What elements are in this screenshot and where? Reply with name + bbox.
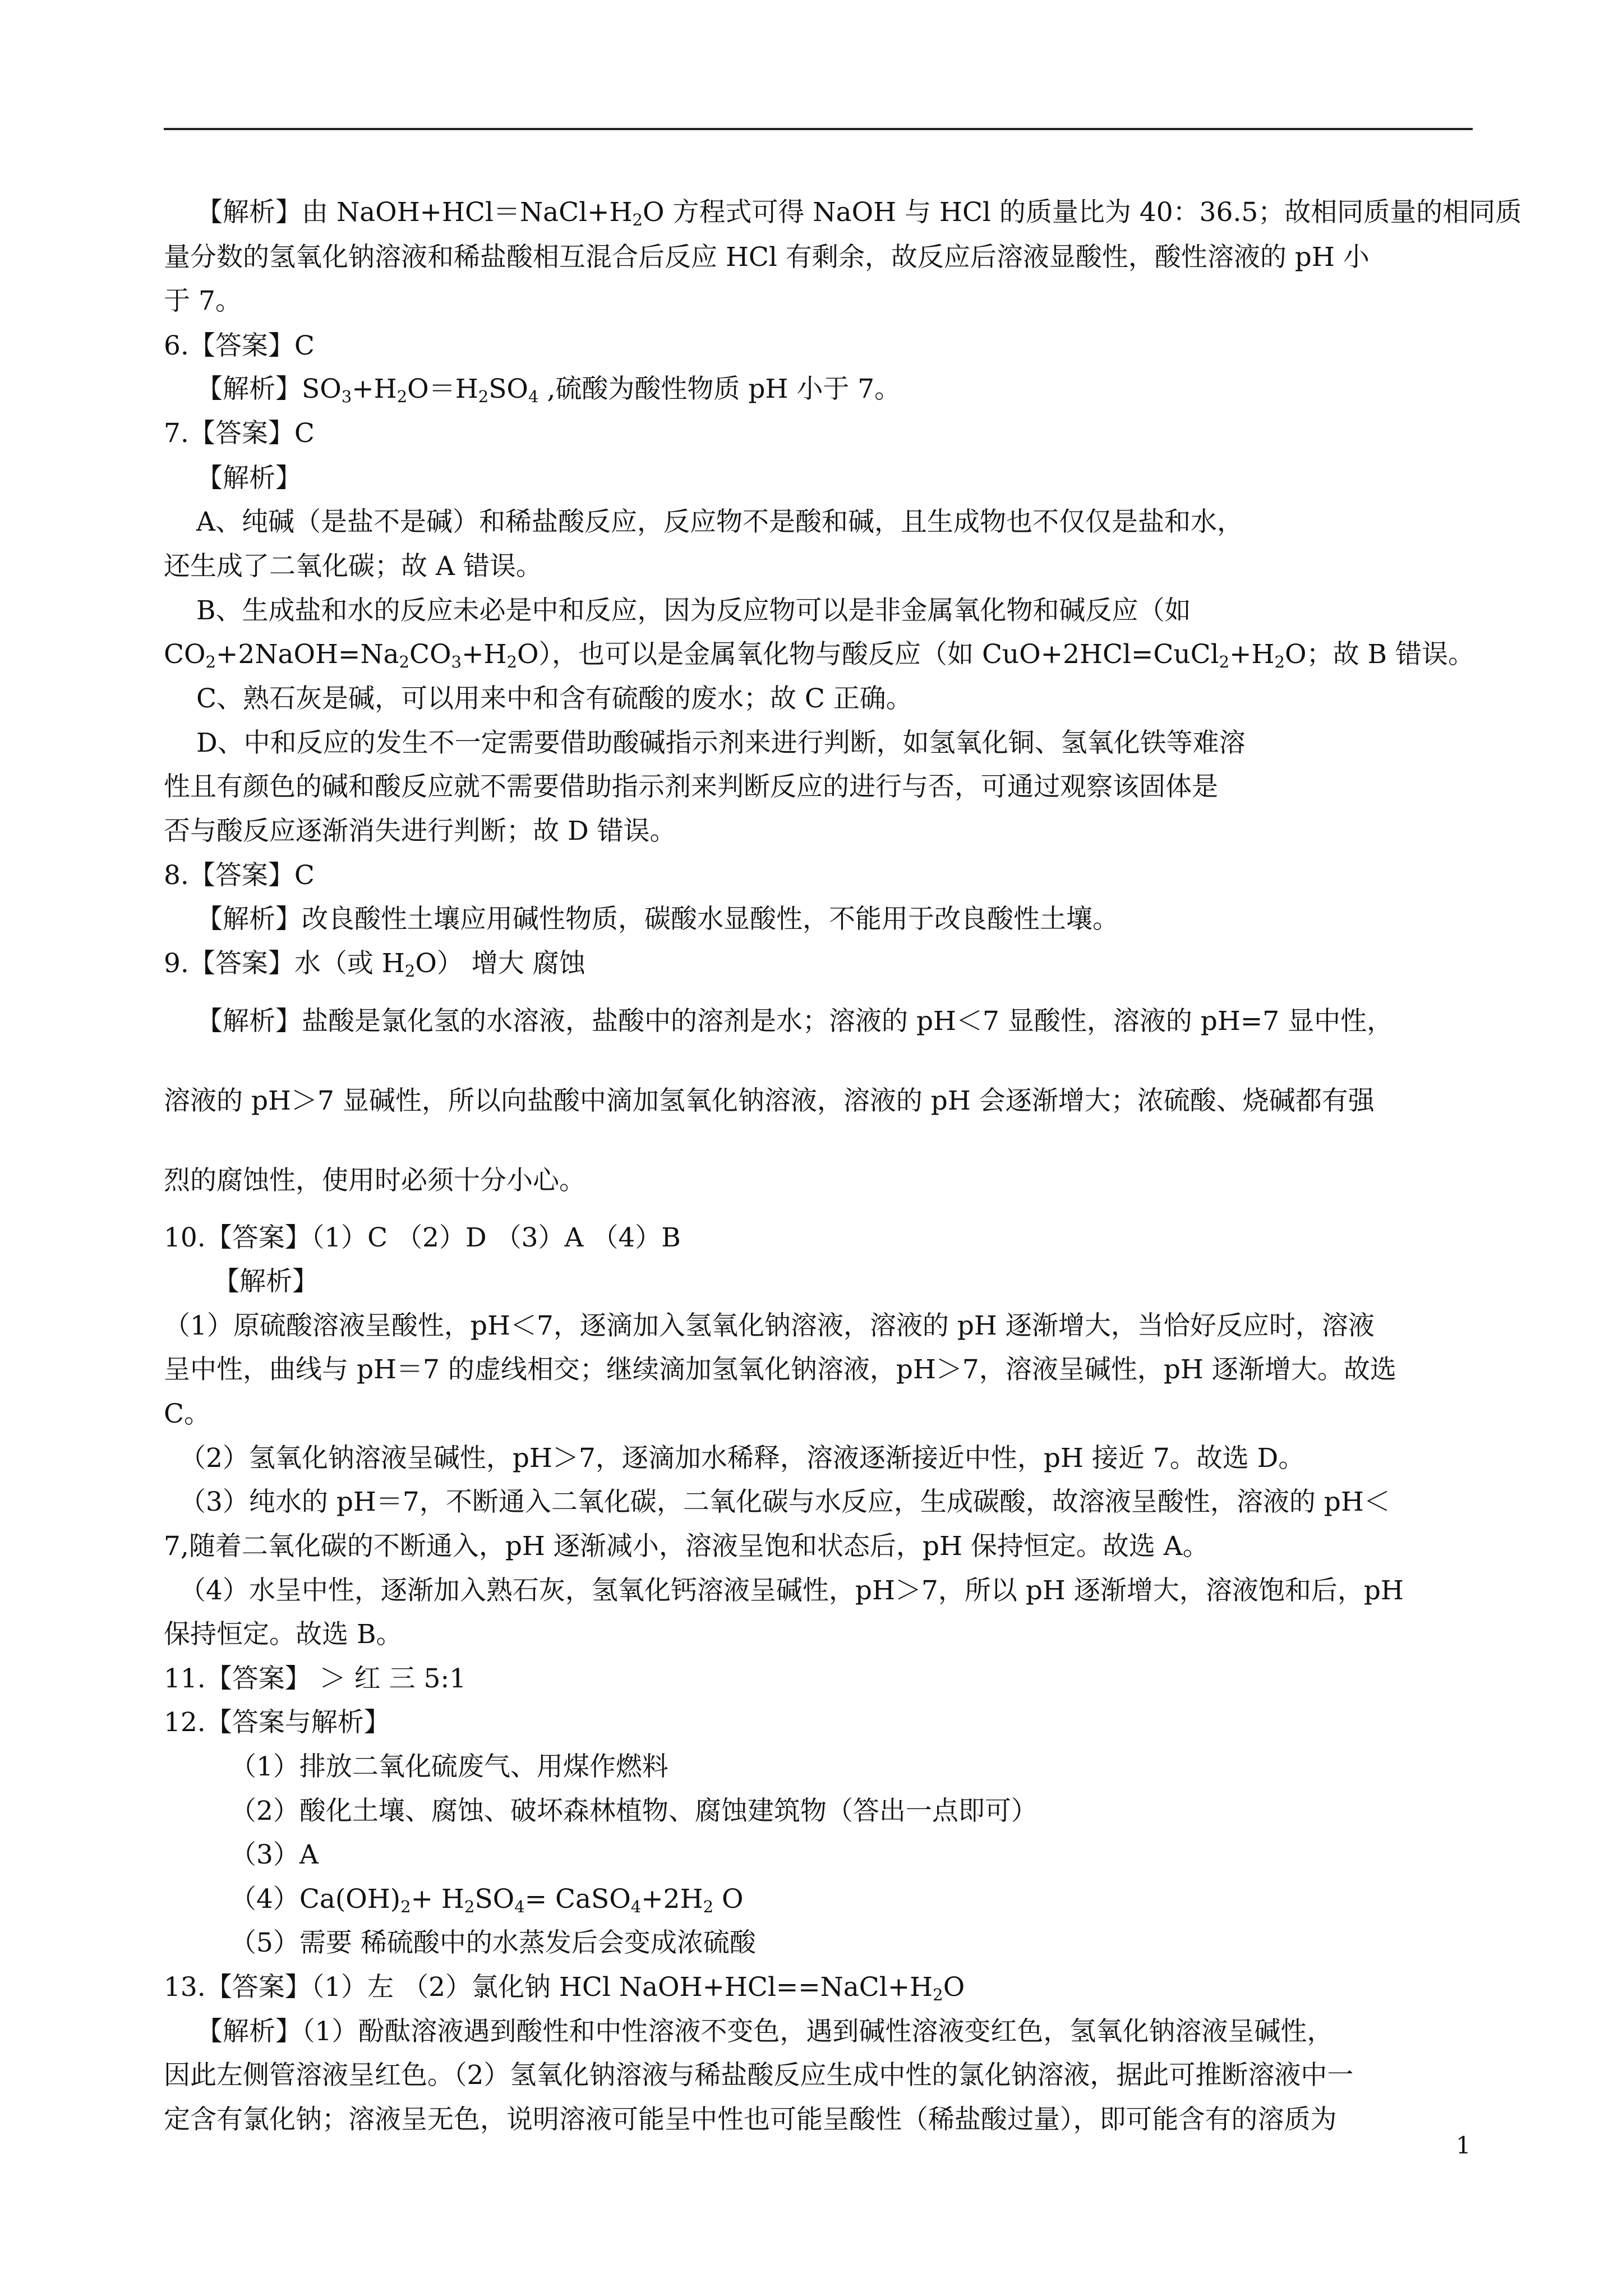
text-run: （2）氢氧化钠溶液呈碱性，pH＞7，逐滴加水稀释，溶液逐渐接近中性，pH 接近 7。故选 D。: [179, 1443, 1305, 1474]
text-run: 【解析】（1）酚酞溶液遇到酸性和中性溶液不变色，遇到碱性溶液变红色，氢氧化钠溶液呈碱性，: [196, 2016, 1334, 2047]
text-line: [179, 1441, 1304, 1476]
text-run: 因此左侧管溶液呈红色。（2）氢氧化钠溶液与稀盐酸反应生成中性的氯化钠溶液，据此可推断溶液中一: [164, 2060, 1354, 2091]
text-run: 9.【答案】水（或 H: [164, 948, 405, 979]
text-line: [164, 2102, 1337, 2137]
subscript: 3: [451, 652, 462, 672]
text-line: [230, 1750, 668, 1784]
text-run: O） 增大 腐蚀: [415, 948, 585, 979]
subscript: 4: [528, 387, 539, 407]
subscript: 2: [1274, 652, 1285, 672]
text-line: [164, 1221, 681, 1255]
text-run: （3）A: [230, 1839, 319, 1870]
text-run: （5）需要 稀硫酸中的水蒸发后会变成浓硫酸: [230, 1927, 756, 1958]
text-line: [164, 1617, 402, 1652]
text-line: [213, 1264, 319, 1299]
text-run: O 方程式可得 NaOH 与 HCl 的质量比为 40：36.5；故相同质量的相同质: [643, 197, 1522, 228]
text-run: （1）排放二氧化硫废气、用煤作燃料: [230, 1751, 668, 1782]
text-run: A、纯碱（是盐不是碱）和稀盐酸反应，反应物不是酸和碱，且生成物也不仅仅是盐和水，: [196, 507, 1243, 537]
text-line: [164, 2058, 1353, 2093]
text-line: [196, 372, 901, 407]
text-run: O: [713, 1884, 744, 1915]
text-run: 还生成了二氧化碳；故 A 错误。: [164, 551, 542, 582]
text-run: 溶液的 pH＞7 显碱性，所以向盐酸中滴加氢氧化钠溶液，溶液的 pH 会逐渐增大；浓硫酸、烧碱都有强: [164, 1085, 1375, 1116]
text-line: [196, 726, 1246, 761]
subscript: 2: [933, 1985, 943, 2005]
text-line: [196, 593, 1191, 628]
text-run: O），也可以是金属氧化物与酸反应（如 CuO+2HCl=CuCl: [517, 639, 1219, 670]
text-run: 【解析】: [196, 463, 302, 494]
text-run: B、生成盐和水的反应未必是中和反应，因为反应物可以是非金属氧化物和碱反应（如: [196, 595, 1191, 626]
text-line: [230, 1926, 756, 1961]
text-line: [196, 1004, 1393, 1039]
subscript: 2: [506, 652, 517, 672]
subscript: 2: [464, 1897, 475, 1917]
text-line: [164, 770, 1218, 804]
text-line: [164, 284, 242, 319]
text-line: [196, 461, 302, 496]
page-number: 1: [1456, 2132, 1471, 2159]
text-run: O；故 B 错误。: [1285, 639, 1474, 670]
text-line: [164, 1352, 1396, 1387]
text-line: [164, 1705, 390, 1740]
text-run: O＝H: [407, 374, 478, 404]
text-line: [196, 505, 1243, 540]
subscript: 2: [703, 1897, 714, 1917]
text-line: [164, 1084, 1375, 1119]
text-run: ,硫酸为酸性物质 pH 小于 7。: [538, 374, 901, 404]
text-line: [164, 1970, 965, 2005]
text-run: 10.【答案】（1）C （2）D （3）A （4）B: [164, 1222, 681, 1253]
text-line: [164, 329, 315, 364]
text-run: 【解析】: [213, 1266, 319, 1297]
text-line: [164, 240, 1370, 275]
subscript: 4: [514, 1897, 525, 1917]
text-line: [196, 195, 1521, 230]
text-run: C、熟石灰是碱，可以用来中和含有硫酸的废水；故 C 正确。: [196, 683, 912, 714]
text-run: +H: [352, 374, 397, 404]
text-run: CO: [164, 639, 206, 670]
text-line: [164, 858, 315, 893]
text-run: （1）原硫酸溶液呈酸性，pH＜7，逐滴加入氢氧化钠溶液，溶液的 pH 逐渐增大，当恰好反应时，溶液: [164, 1310, 1375, 1341]
text-run: （2）酸化土壤、腐蚀、破坏森林植物、腐蚀建筑物（答出一点即可）: [230, 1796, 1038, 1826]
text-run: + H: [411, 1884, 464, 1915]
subscript: 2: [400, 1897, 411, 1917]
text-run: +2H: [641, 1884, 703, 1915]
text-line: [196, 682, 912, 716]
text-run: SO: [488, 374, 528, 404]
subscript: 4: [630, 1897, 642, 1917]
text-run: +2NaOH=Na: [216, 639, 399, 670]
text-run: 【解析】SO: [196, 374, 342, 404]
text-line: [196, 2014, 1333, 2049]
text-run: 7,随着二氧化碳的不断通入，pH 逐渐减小，溶液呈饱和状态后，pH 保持恒定。故选 A。: [164, 1531, 1209, 1562]
text-run: 定含有氯化钠；溶液呈无色，说明溶液可能呈中性也可能呈酸性（稀盐酸过量），即可能含有的溶质为: [164, 2104, 1337, 2135]
subscript: 2: [478, 387, 489, 407]
text-run: （3）纯水的 pH＝7，不断通入二氧化碳，二氧化碳与水反应，生成碳酸，故溶液呈酸性，溶液的 pH＜: [179, 1487, 1390, 1517]
text-run: 量分数的氢氧化钠溶液和稀盐酸相互混合后反应 HCl 有剩余，故反应后溶液显酸性，酸性溶液的 pH 小: [164, 242, 1370, 273]
text-run: 呈中性，曲线与 pH＝7 的虚线相交；继续滴加氢氧化钠溶液，pH＞7，溶液呈碱性，pH 逐渐增大。故选: [164, 1354, 1396, 1385]
text-run: = CaSO: [524, 1884, 631, 1915]
text-run: 【解析】盐酸是氯化氢的水溶液，盐酸中的溶剂是水；溶液的 pH＜7 显酸性，溶液的 pH=7 显中性，: [196, 1006, 1394, 1037]
header-rule: [164, 128, 1473, 130]
text-line: [164, 1662, 466, 1696]
text-line: [230, 1794, 1038, 1829]
text-run: CO: [409, 639, 451, 670]
text-run: 13.【答案】（1）左 （2）氯化钠 HCl NaOH+HCl==NaCl+H: [164, 1972, 933, 2003]
text-line: [164, 1529, 1209, 1564]
text-run: （4）Ca(OH): [230, 1884, 401, 1915]
text-line: [164, 1163, 585, 1198]
text-run: 性且有颜色的碱和酸反应就不需要借助指示剂来判断反应的进行与否，可通过观察该固体是: [164, 771, 1218, 802]
text-run: 【解析】由 NaOH+HCl＝NaCl+H: [196, 197, 633, 228]
subscript: 3: [341, 387, 352, 407]
text-run: 否与酸反应逐渐消失进行判断；故 D 错误。: [164, 816, 676, 846]
text-run: +H: [1229, 639, 1275, 670]
text-run: （4）水呈中性，逐渐加入熟石灰，氢氧化钙溶液呈碱性，pH＞7，所以 pH 逐渐增大，溶液饱和后，pH: [179, 1575, 1404, 1606]
text-line: [179, 1485, 1390, 1520]
text-run: 8.【答案】C: [164, 860, 315, 891]
text-run: D、中和反应的发生不一定需要借助酸碱指示剂来进行判断，如氢氧化铜、氢氧化铁等难溶: [196, 728, 1246, 758]
text-line: [179, 1573, 1404, 1608]
subscript: 2: [632, 210, 643, 230]
text-run: 烈的腐蚀性，使用时必须十分小心。: [164, 1165, 585, 1196]
text-run: +H: [462, 639, 507, 670]
subscript: 2: [396, 387, 408, 407]
subscript: 2: [399, 652, 410, 672]
text-line: [164, 1309, 1375, 1343]
text-run: 于 7。: [164, 286, 242, 316]
subscript: 2: [1219, 652, 1230, 672]
text-line: [196, 902, 1119, 937]
text-line: [164, 637, 1474, 672]
subscript: 2: [404, 961, 416, 981]
text-line: [164, 946, 585, 981]
subscript: 2: [205, 652, 216, 672]
text-run: 12.【答案与解析】: [164, 1707, 390, 1738]
text-run: 保持恒定。故选 B。: [164, 1619, 403, 1650]
text-line: [164, 1397, 210, 1432]
text-line: [164, 814, 676, 849]
text-run: C。: [164, 1398, 210, 1429]
text-line: [164, 416, 315, 451]
text-run: 6.【答案】C: [164, 330, 315, 361]
text-run: 11.【答案】 ＞ 红 三 5:1: [164, 1663, 467, 1694]
text-run: SO: [474, 1884, 515, 1915]
text-line: [230, 1838, 319, 1872]
text-run: 【解析】改良酸性土壤应用碱性物质，碳酸水显酸性，不能用于改良酸性土壤。: [196, 904, 1119, 935]
text-line: [164, 549, 542, 584]
text-run: 7.【答案】C: [164, 418, 315, 449]
text-run: O: [943, 1972, 965, 2003]
text-line: [230, 1882, 744, 1917]
